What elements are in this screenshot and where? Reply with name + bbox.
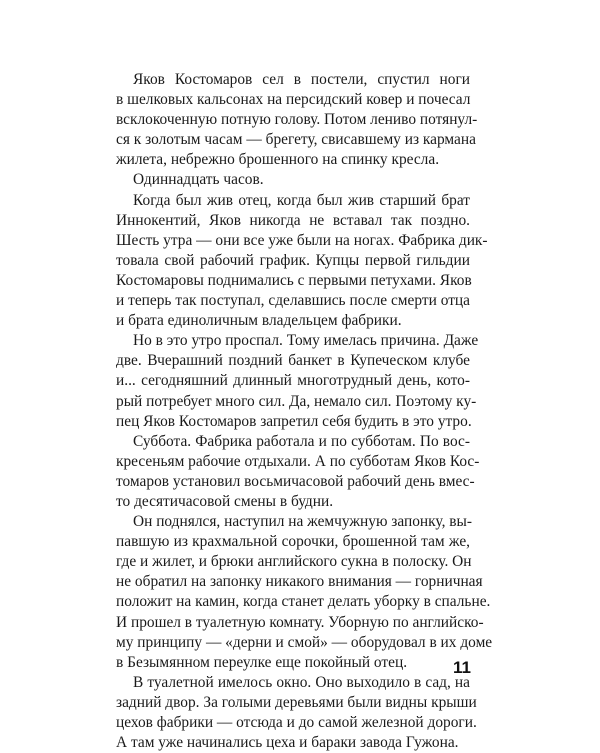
text-line: рый потребует много сил. Да, немало сил. Поэтому ку- <box>116 392 477 410</box>
text-line: в Безымянном переулке еще покойный отец. <box>116 653 408 671</box>
page-number: 11 <box>453 658 471 677</box>
text-line: задний двор. За голыми деревьями были видны крыши <box>116 693 477 711</box>
text-line: Когда был жив отец, когда был жив старший брат <box>133 191 470 209</box>
text-line: Одиннадцать часов. <box>133 171 264 189</box>
body-text <box>116 70 493 753</box>
text-line: Иннокентий, Яков никогда не вставал так поздно. <box>116 211 470 229</box>
text-line: Но в это утро проспал. Тому имелась причина. Даже <box>133 332 479 350</box>
text-line: и брата единоличным владельцем фабрики. <box>116 312 402 330</box>
text-line: где и жилет, и брюки английского сукна в полоску. Он <box>116 553 472 571</box>
text-line: Шесть утра — они все уже были на ногах. Фабрика дик- <box>116 231 488 249</box>
text-line: положит на камин, когда станет делать уборку в спальне. <box>116 593 491 611</box>
text-line: ся к золотым часам — брегету, свисавшему из кармана <box>116 131 476 149</box>
text-line: две. Вчерашний поздний банкет в Купеческом клубе <box>116 352 470 370</box>
text-line: и теперь так поступал, сделавшись после смерти отца <box>116 292 470 310</box>
text-line: в шелковых кальсонах на персидский ковер и почесал <box>116 91 471 109</box>
text-line: И прошел в туалетную комнату. Уборную по английско- <box>116 613 484 631</box>
text-line: товала свой рабочий график. Купцы первой гильдии <box>116 251 470 269</box>
text-line: В туалетной имелось окно. Оно выходило в сад, на <box>133 673 470 691</box>
text-line: му принципу — «дерни и смой» — оборудовал в их доме <box>116 633 493 651</box>
text-line: не обратил на запонку никакого внимания — горничная <box>116 573 483 591</box>
text-line: кресеньям рабочие отдыхали. А по субботам Яков Кос- <box>116 452 480 470</box>
text-line: пец Яков Костомаров запретил себя будить в это утро. <box>116 412 472 430</box>
text-line: цехов фабрики — отсюда и до самой железной дороги. <box>116 714 477 731</box>
text-line: А там уже начинались цеха и бараки завода Гужона. <box>116 734 459 752</box>
text-line: то десятичасовой смены в будни. <box>116 492 334 510</box>
text-line: павшую из крахмальной сорочки, брошенной там же, <box>116 533 470 551</box>
text-line: жилета, небрежно брошенного на спинку кресла. <box>116 151 440 169</box>
text-line: Он поднялся, наступил на жемчужную запонку, вы- <box>133 513 473 531</box>
text-line: всклокоченную потную голову. Потом лениво потянул- <box>116 111 478 129</box>
text-line: Яков Костомаров сел в постели, спустил ноги <box>133 71 470 88</box>
text-line: Суббота. Фабрика работала и по субботам. По вос- <box>133 432 470 450</box>
text-line: Костомаровы поднимались с первыми петухами. Яков <box>116 271 472 289</box>
text-line: томаров установил восьмичасовой рабочий день вмес- <box>116 472 475 490</box>
text-line: и... сегодняшний длинный многотрудный день, кото- <box>116 372 470 390</box>
